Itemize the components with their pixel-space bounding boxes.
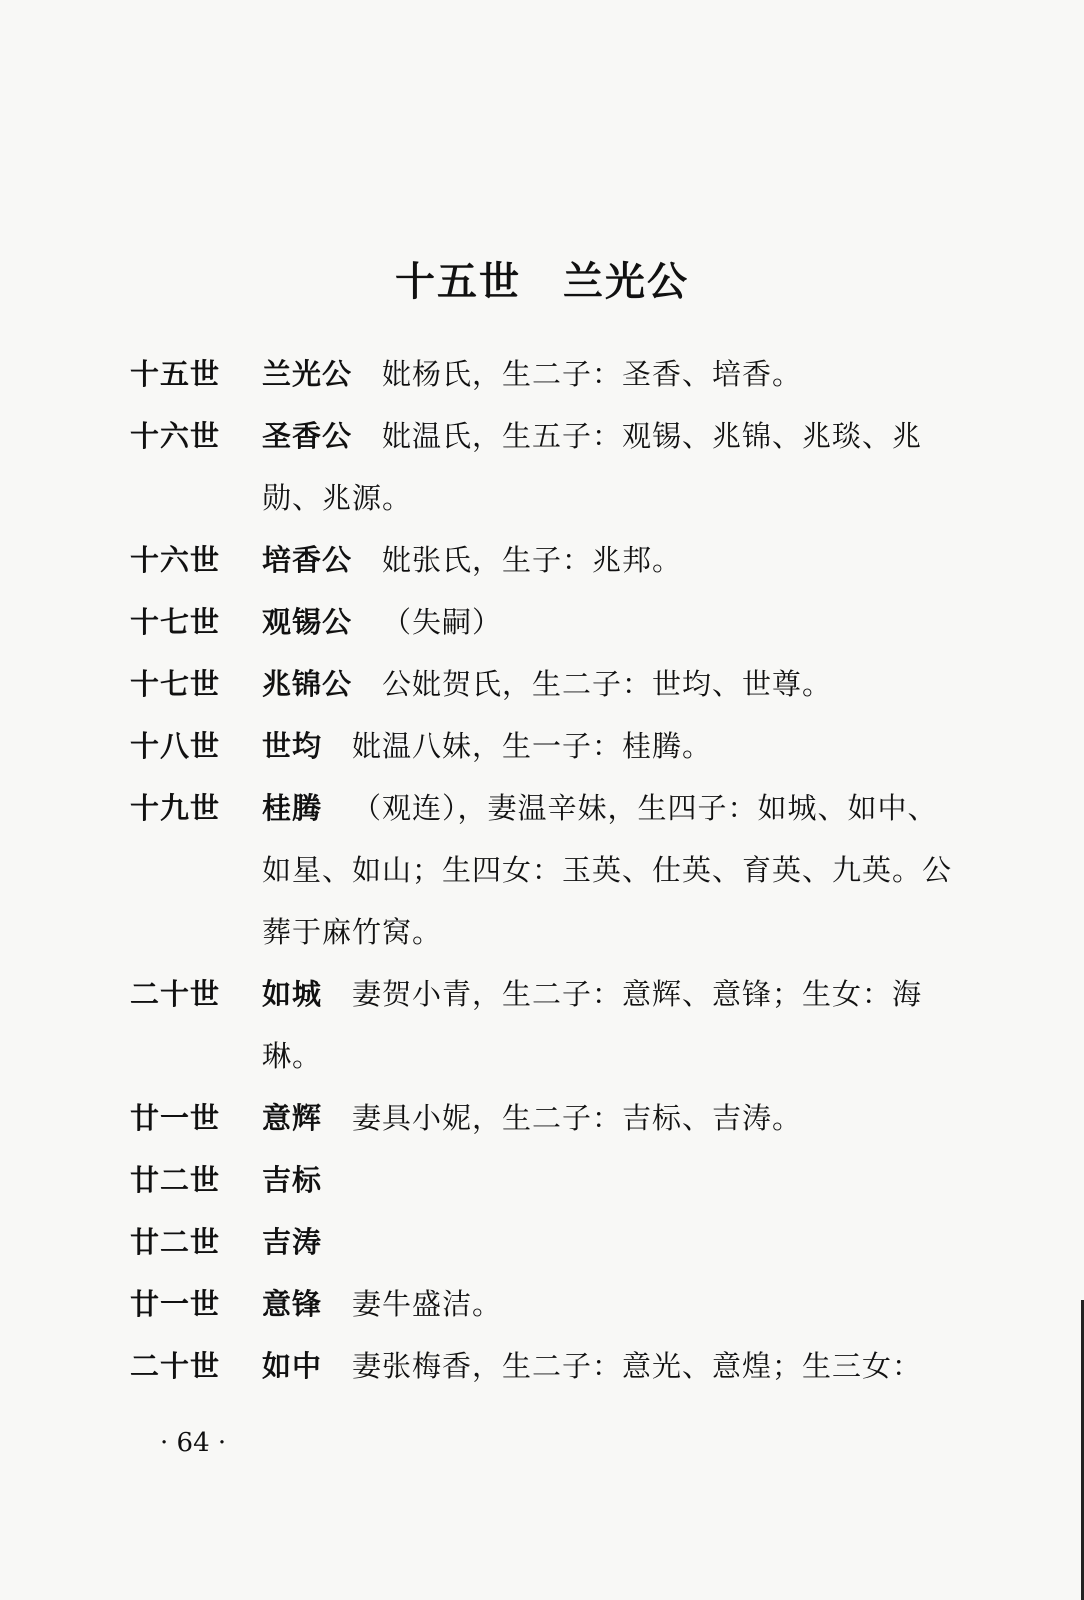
entry-text: 妻牛盛洁。 <box>352 1287 503 1321</box>
page-number: · 64 · <box>160 1428 227 1458</box>
entry-text: （失嗣） <box>382 605 503 639</box>
generation-label: 二十世 <box>130 1349 221 1383</box>
entry-text: 妻张梅香，生二子：意光、意煌；生三女： <box>352 1349 923 1383</box>
generation-label: 二十世 <box>130 977 221 1011</box>
entry-body <box>262 1087 960 1149</box>
person-name: 如城 <box>262 977 323 1011</box>
generation-label: 十六世 <box>130 543 221 577</box>
person-name: 桂腾 <box>262 791 323 825</box>
entry-body <box>262 1273 960 1335</box>
person-name: 兰光公 <box>262 357 353 391</box>
entry-body <box>262 1211 960 1273</box>
genealogy-entry <box>130 1273 960 1335</box>
entry-body <box>262 963 960 1087</box>
entry-text: 妣温氏，生五子：观锡、兆锦、兆琰、兆勋、兆源。 <box>262 419 923 515</box>
entry-text: 妣温八妹，生一子：桂腾。 <box>352 729 713 763</box>
generation-label: 十五世 <box>130 357 221 391</box>
genealogy-entry <box>130 653 960 715</box>
person-name: 世均 <box>262 729 323 763</box>
page-title: 十五世 兰光公 <box>395 259 689 305</box>
generation-label: 廿二世 <box>130 1225 221 1259</box>
genealogy-entry <box>130 1149 960 1211</box>
entry-text: 妣杨氏，生二子：圣香、培香。 <box>382 357 803 391</box>
entry-body <box>262 777 960 963</box>
entry-text: 妻贺小青，生二子：意辉、意锋；生女：海琳。 <box>262 977 923 1073</box>
entry-body <box>262 715 960 777</box>
person-name: 观锡公 <box>262 605 353 639</box>
genealogy-entry <box>130 963 960 1087</box>
generation-label: 十七世 <box>130 605 221 639</box>
genealogy-entry <box>130 1087 960 1149</box>
generation-label: 十九世 <box>130 791 221 825</box>
generation-label: 廿一世 <box>130 1287 221 1321</box>
generation-label: 十八世 <box>130 729 221 763</box>
entry-body <box>262 529 960 591</box>
person-name: 培香公 <box>262 543 353 577</box>
genealogy-entry <box>130 1335 960 1397</box>
generation-label: 十七世 <box>130 667 221 701</box>
person-name: 意辉 <box>262 1101 323 1135</box>
genealogy-entry <box>130 1211 960 1273</box>
genealogy-entry <box>130 591 960 653</box>
entry-body <box>262 1335 960 1397</box>
person-name: 意锋 <box>262 1287 323 1321</box>
entry-body <box>262 343 960 405</box>
entry-body <box>262 653 960 715</box>
generation-label: 十六世 <box>130 419 221 453</box>
generation-label: 廿二世 <box>130 1163 221 1197</box>
genealogy-entry <box>130 405 960 529</box>
genealogy-entry <box>130 529 960 591</box>
genealogy-entry <box>130 343 960 405</box>
entry-body <box>262 1149 960 1211</box>
entry-text: 公妣贺氏，生二子：世均、世尊。 <box>382 667 833 701</box>
entry-body <box>262 591 960 653</box>
person-name: 圣香公 <box>262 419 353 453</box>
person-name: 如中 <box>262 1349 323 1383</box>
genealogy-entry <box>130 715 960 777</box>
entry-text: 妣张氏，生子：兆邦。 <box>382 543 683 577</box>
person-name: 吉标 <box>262 1163 323 1197</box>
entry-text: （观连），妻温辛妹，生四子：如城、如中、如星、如山；生四女：玉英、仕英、育英、九英。公葬于麻竹窝。 <box>262 791 953 949</box>
generation-label: 廿一世 <box>130 1101 221 1135</box>
person-name: 兆锦公 <box>262 667 353 701</box>
genealogy-entry <box>130 777 960 963</box>
genealogy-entries <box>130 343 960 1397</box>
entry-body <box>262 405 960 529</box>
person-name: 吉涛 <box>262 1225 323 1259</box>
entry-text: 妻具小妮，生二子：吉标、吉涛。 <box>352 1101 803 1135</box>
